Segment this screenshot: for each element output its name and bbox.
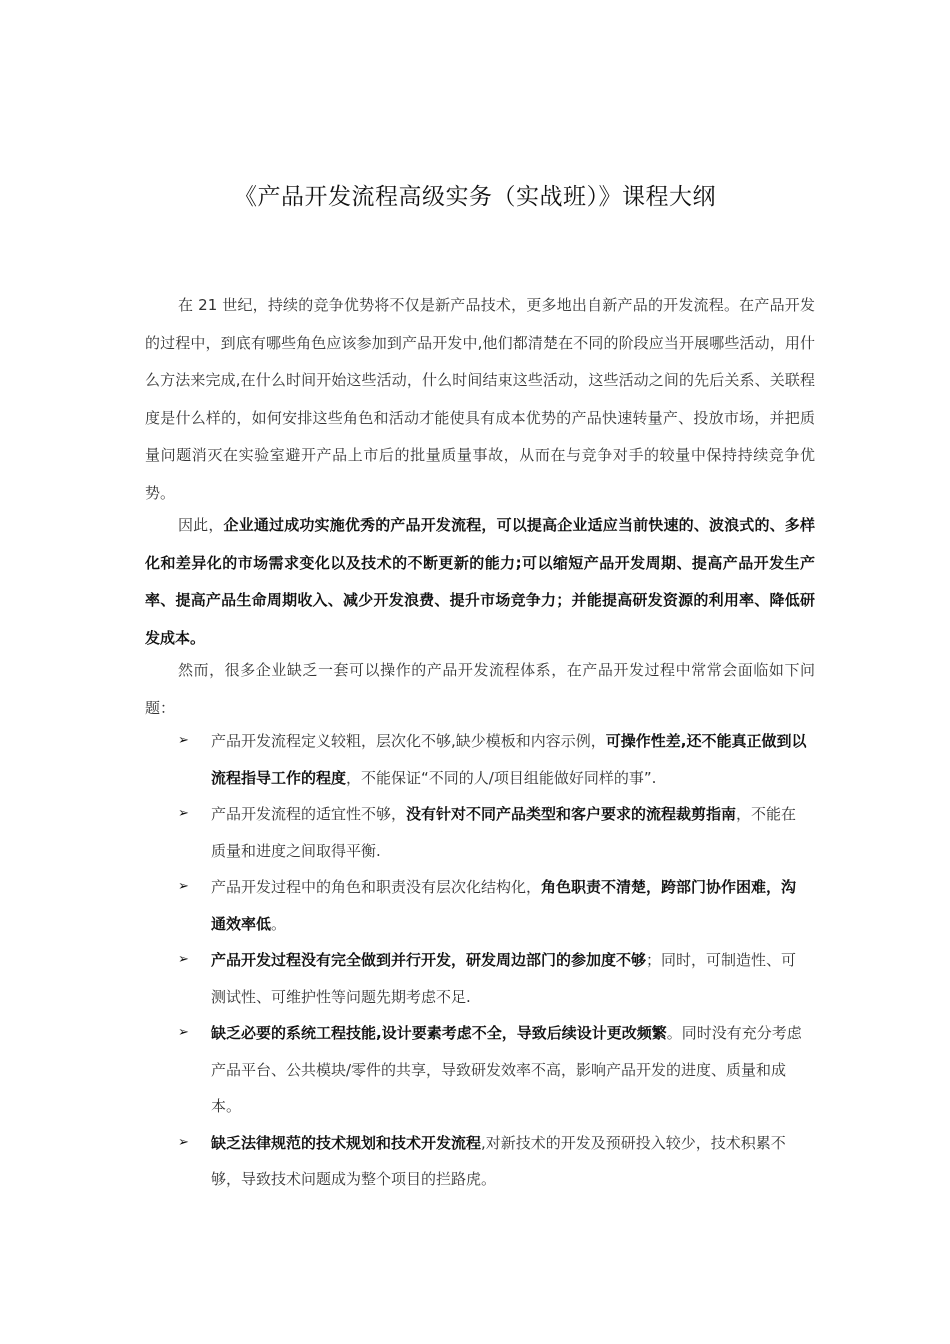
list-item: ➢ 缺乏法律规范的技术规划和技术开发流程,对新技术的开发及预研投入较少，技术积累不够，导致技术问题成为整个项目的拦路虎。 (178, 1125, 808, 1198)
arrow-bullet-icon: ➢ (178, 1134, 189, 1150)
problem-list (178, 723, 808, 1198)
list-item: ➢ 产品开发过程没有完全做到并行开发，研发周边部门的参加度不够；同时，可制造性、可测试性、可维护性等问题先期考虑不足. (178, 942, 808, 1015)
page-title: 《产品开发流程高级实务（实战班）》课程大纲 (234, 184, 716, 210)
arrow-bullet-icon: ➢ (178, 952, 189, 967)
benefits-paragraph (145, 507, 815, 657)
intro-paragraph: 在 21 世纪，持续的竞争优势将不仅是新产品技术，更多地出自新产品的开发流程。在产品开发的过程中，到底有哪些角色应该参加到产品开发中,他们都清楚在不同的阶段应当开展哪些活动，用什么方法来完成,在什么时间开始这些活动，什么时间结束这些活动，这些活动之间的先后关系、关联程度是什么样的，如何安排这些角色和活动才能使具有成本优势的产品快速转量产、投放市场，并把质量问题消灭在实验室避开产品上市后的批量质量事故，从而在与竞争对手的较量中保持持续竞争优势。 (145, 296, 815, 502)
arrow-bullet-icon: ➢ (178, 1025, 189, 1040)
list-item: ➢ 产品开发流程定义较粗，层次化不够,缺少模板和内容示例，可操作性差,还不能真正做到以流程指导工作的程度，不能保证“不同的人/项目组能做好同样的事”. (178, 723, 808, 796)
arrow-bullet-icon: ➢ (178, 806, 189, 821)
list-item: ➢ 产品开发过程中的角色和职责没有层次化结构化，角色职责不清楚，跨部门协作困难，沟通效率低。 (178, 869, 808, 942)
problems-intro-paragraph: 然而，很多企业缺乏一套可以操作的产品开发流程体系，在产品开发过程中常常会面临如下问题： (145, 661, 815, 717)
arrow-bullet-icon: ➢ (178, 879, 189, 894)
benefits-bold-text: 企业通过成功实施优秀的产品开发流程，可以提高企业适应当前快速的、波浪式的、多样化和差异化的市场需求变化以及技术的不断更新的能力;可以缩短产品开发周期、提高产品开发生产率、提高产品生命周期收入、减少开发浪费、提升市场竞争力；并能提高研发资源的利用率、降低研发成本。 (145, 516, 815, 647)
list-item: ➢ 产品开发流程的适宜性不够，没有针对不同产品类型和客户要求的流程裁剪指南，不能在质量和进度之间取得平衡. (178, 796, 808, 869)
list-item: ➢ 缺乏必要的系统工程技能,设计要素考虑不全，导致后续设计更改频繁。同时没有充分考虑产品平台、公共模块/零件的共享，导致研发效率不高，影响产品开发的进度、质量和成本。 (178, 1015, 808, 1125)
benefits-lead: 因此， (178, 516, 224, 534)
arrow-bullet-icon: ➢ (178, 733, 189, 748)
